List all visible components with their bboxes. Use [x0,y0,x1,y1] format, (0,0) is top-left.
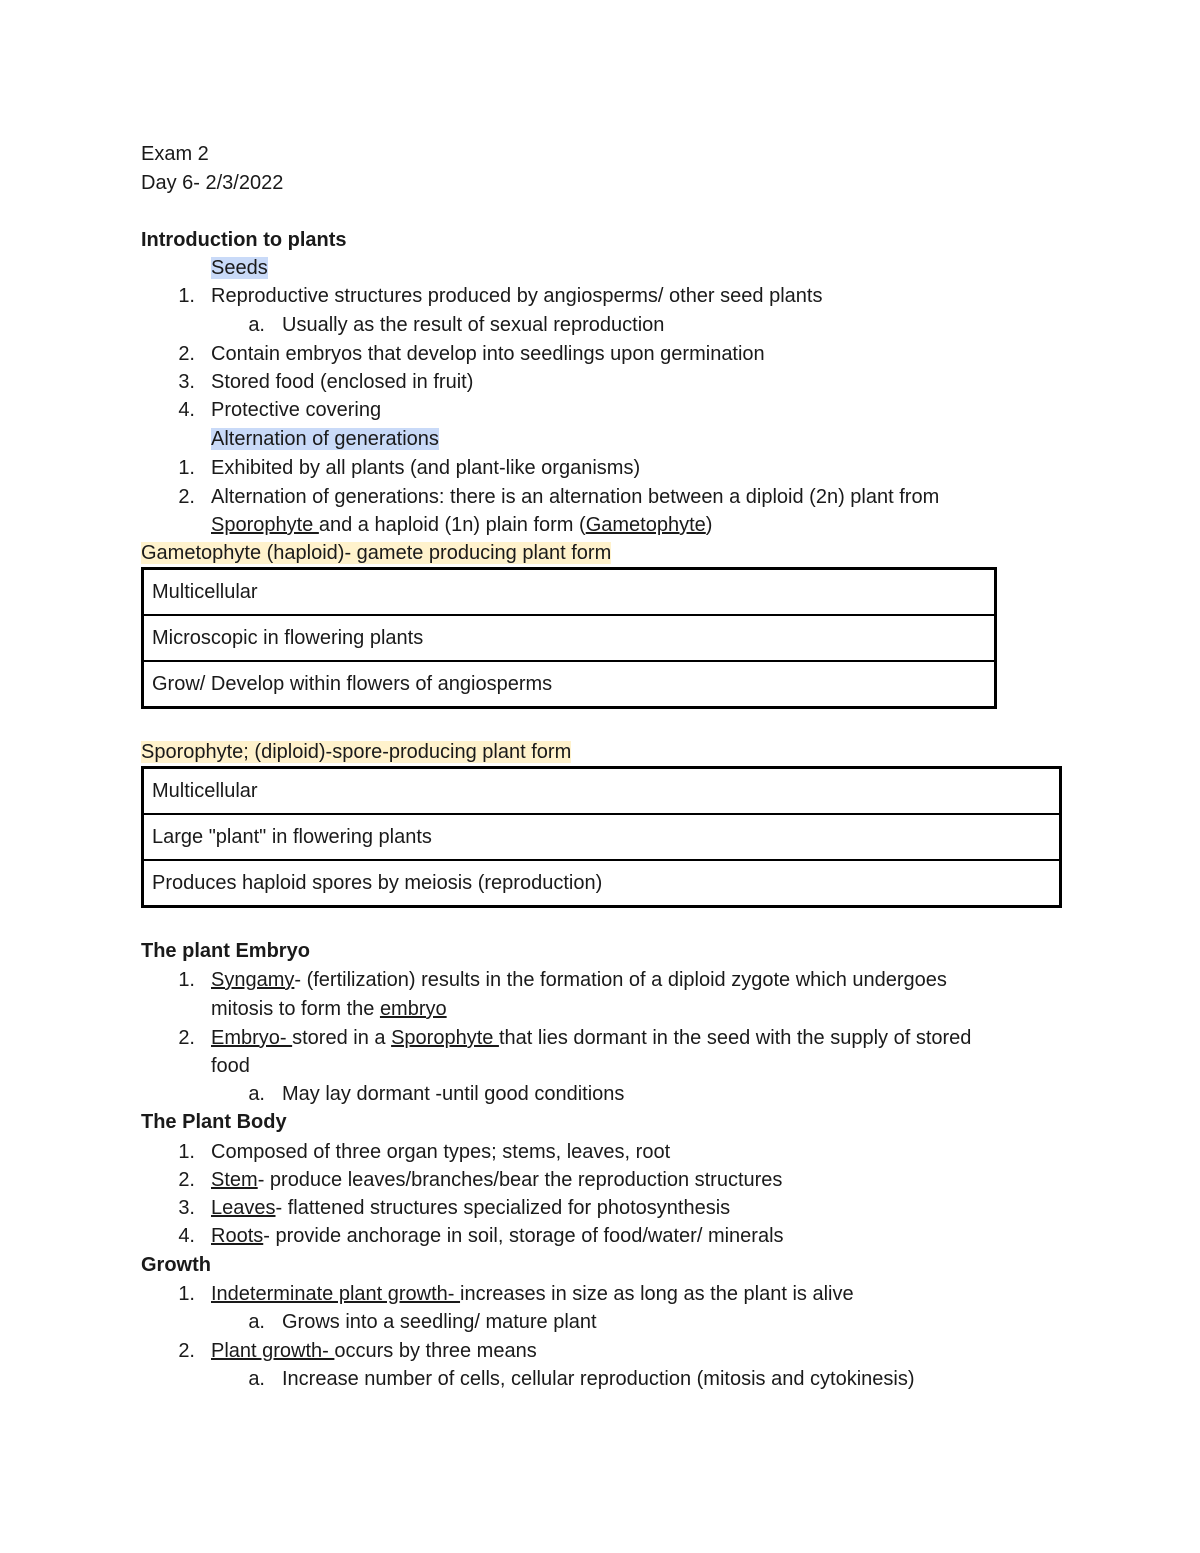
list-number: 3. [178,371,195,393]
list-number: 2. [178,1027,195,1049]
list-item [211,1222,784,1250]
term-roots: Roots [211,1225,264,1247]
list-number: 4. [178,399,195,421]
table-row [143,814,1061,860]
text-span: increases in size as long as the plant is alive [460,1283,854,1305]
text-span: mitosis to form the [211,998,380,1020]
list-item-continuation [211,511,712,539]
sporophyte-table [141,766,1062,908]
list-subitem: Usually as the result of sexual reproduction [282,314,665,336]
list-item: Reproductive structures produced by angiosperms/ other seed plants [211,285,823,307]
seeds-highlight: Seeds [211,257,268,279]
list-subitem: May lay dormant -until good conditions [282,1083,625,1105]
list-item [211,1024,971,1052]
text-span: occurs by three means [334,1340,537,1362]
list-letter: a. [248,1083,265,1105]
gametophyte-table [141,567,997,709]
list-number: 1. [178,285,195,307]
alternation-highlight: Alternation of generations [211,428,439,450]
sporophyte-highlight: Sporophyte; (diploid)-spore-producing plant form [141,741,572,763]
list-item: Contain embryos that develop into seedlings upon germination [211,343,765,365]
list-number: 1. [178,1141,195,1163]
list-letter: a. [248,1311,265,1333]
list-number: 3. [178,1197,195,1219]
text-span: that lies dormant in the seed with the supply of stored [498,1027,972,1049]
list-number: 1. [178,969,195,991]
list-item [211,966,947,994]
subheading-alternation [211,425,439,453]
list-letter: a. [248,1368,265,1390]
subheading-seeds [211,254,268,282]
list-item: Protective covering [211,399,382,421]
table-cell: Produces haploid spores by meiosis (reproduction) [143,860,1061,907]
list-number: 1. [178,457,195,479]
list-number: 1. [178,1283,195,1305]
term-embryo: embryo [379,998,447,1020]
text-span: and a haploid (1n) plain form ( [318,514,586,536]
table-cell: Large "plant" in flowering plants [143,814,1061,860]
text-span: - provide anchorage in soil, storage of food/water/ minerals [263,1225,784,1247]
list-subitem: Increase number of cells, cellular reproduction (mitosis and cytokinesis) [282,1368,915,1390]
term-plant-growth: Plant growth- [211,1340,335,1362]
term-embryo: Embryo- [211,1027,293,1049]
table-row [143,569,996,616]
term-gametophyte: Gametophyte [585,514,706,536]
table-cell: Grow/ Develop within flowers of angiosperms [143,661,996,708]
section-heading-plant-body: The Plant Body [141,1111,287,1133]
term-sporophyte: Sporophyte [211,514,319,536]
gametophyte-highlight: Gametophyte (haploid)- gamete producing plant form [141,542,612,564]
list-item: Stored food (enclosed in fruit) [211,371,474,393]
table-cell: Microscopic in flowering plants [143,615,996,661]
term-stem: Stem [211,1169,258,1191]
table-cell: Multicellular [143,569,996,616]
list-item: Composed of three organ types; stems, leaves, root [211,1141,671,1163]
list-item [211,1337,537,1365]
doc-date-line: Day 6- 2/3/2022 [141,172,284,194]
list-number: 4. [178,1225,195,1247]
list-subitem: Grows into a seedling/ mature plant [282,1311,597,1333]
table-row [143,768,1061,815]
list-item [211,1280,854,1308]
sporophyte-label [141,738,571,766]
list-number: 2. [178,486,195,508]
text-span: - flattened structures specialized for photosynthesis [275,1197,731,1219]
section-heading-intro: Introduction to plants [141,229,347,251]
text-span: - produce leaves/branches/bear the reproduction structures [257,1169,783,1191]
list-item: Alternation of generations: there is an alternation between a diploid (2n) plant from [211,486,940,508]
list-item [211,1166,782,1194]
list-item-continuation [211,995,447,1023]
list-number: 2. [178,343,195,365]
list-item: Exhibited by all plants (and plant-like organisms) [211,457,641,479]
term-indeterminate-growth: Indeterminate plant growth- [211,1283,461,1305]
term-syngamy: Syngamy [211,969,295,991]
list-item-continuation: food [211,1055,250,1077]
gametophyte-label [141,539,611,567]
text-span: - (fertilization) results in the formation of a diploid zygote which undergoes [294,969,947,991]
list-letter: a. [248,314,265,336]
list-number: 2. [178,1169,195,1191]
table-row [143,661,996,708]
list-number: 2. [178,1340,195,1362]
list-item [211,1194,730,1222]
table-row [143,615,996,661]
doc-title: Exam 2 [141,143,209,165]
section-heading-embryo: The plant Embryo [141,940,310,962]
text-span: ) [705,514,713,536]
term-leaves: Leaves [211,1197,276,1219]
table-row [143,860,1061,907]
section-heading-growth: Growth [141,1254,211,1276]
table-cell: Multicellular [143,768,1061,815]
text-span: stored in a [292,1027,392,1049]
term-sporophyte: Sporophyte [391,1027,499,1049]
